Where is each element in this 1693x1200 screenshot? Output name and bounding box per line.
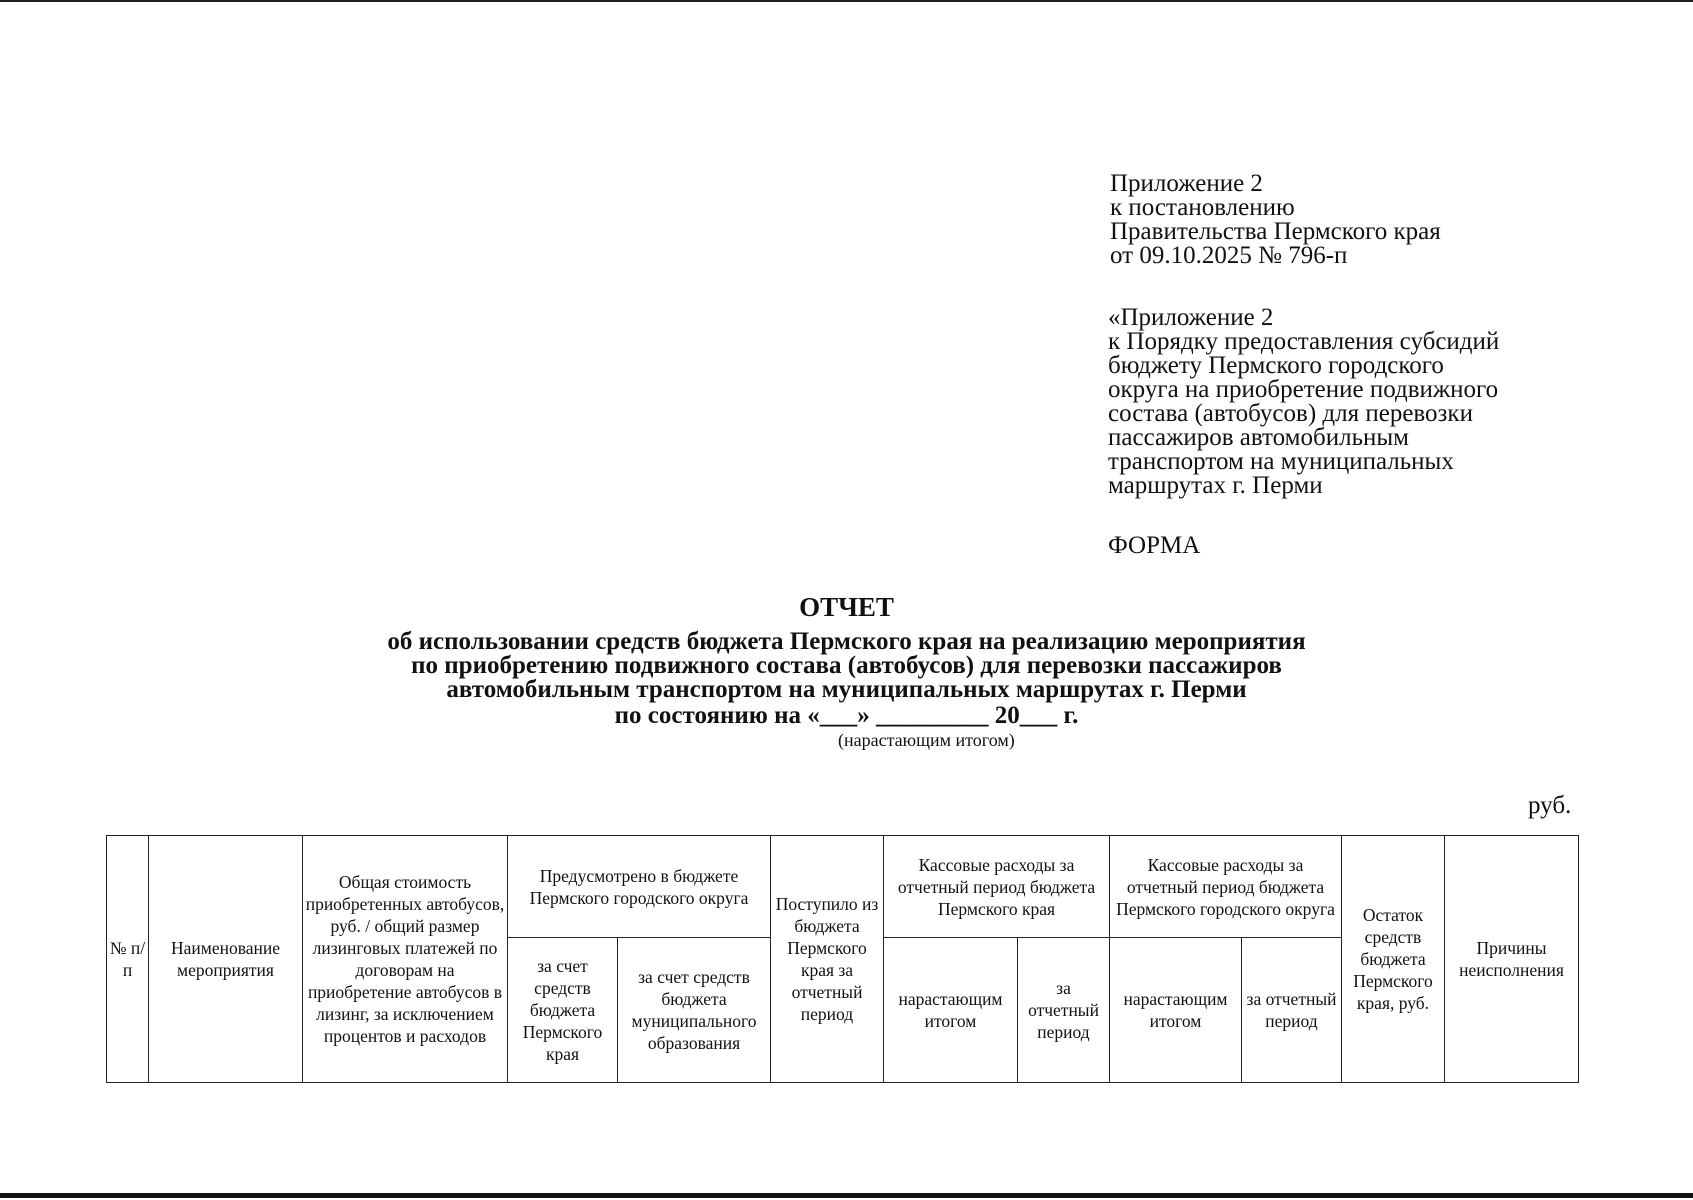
form-label: ФОРМА [1108, 532, 1201, 559]
appendix-line: Правительства Пермского края [1110, 218, 1441, 245]
subtitle-line: автомобильным транспортом на муниципальных маршрутах г. Перми [446, 676, 1247, 703]
report-table [106, 835, 1579, 1083]
appendix-line: к постановлению [1110, 194, 1295, 221]
header-budget-municipal: за счет средств бюджета муниципального образования [618, 938, 771, 1083]
appendix-order-line: «Приложение 2 [1108, 304, 1274, 331]
appendix-order-line: транспортом на муниципальных [1108, 448, 1454, 475]
currency-label: руб. [1528, 792, 1572, 819]
document-subtitle [0, 630, 1693, 702]
appendix-order-line: к Порядку предоставления субсидий [1108, 328, 1500, 355]
header-name: Наименование мероприятия [149, 836, 303, 1083]
header-received: Поступило из бюджета Пермского края за отчетный период [771, 836, 884, 1083]
appendix-header [1110, 172, 1441, 268]
report-date-line: по состоянию на «___» _________ 20___ г. [614, 702, 1079, 729]
header-total-cost: Общая стоимость приобретенных автобусов, руб. / общий размер лизинговых платежей по договорам на приобретение автобусов в лизинг, за исключением процентов и расходов [303, 836, 508, 1083]
appendix-line: от 09.10.2025 № 796-п [1110, 242, 1348, 269]
report-date-note: (нарастающим итогом) [838, 730, 1015, 750]
header-cash-region-group: Кассовые расходы за отчетный период бюджета Пермского края [884, 836, 1110, 938]
header-cash-city-cumulative: нарастающим итогом [1110, 938, 1242, 1083]
header-budget-region: за счет средств бюджета Пермского края [508, 938, 618, 1083]
appendix-order-line: бюджету Пермского городского [1108, 352, 1444, 379]
appendix-line: Приложение 2 [1110, 170, 1263, 197]
header-balance: Остаток средств бюджета Пермского края, руб. [1342, 836, 1445, 1083]
header-cash-city-period: за отчетный период [1242, 938, 1342, 1083]
bottom-border-line [0, 1193, 1693, 1198]
document-title: ОТЧЕТ [799, 592, 894, 622]
header-reasons: Причины неисполнения [1445, 836, 1579, 1083]
appendix-order-line: состава (автобусов) для перевозки [1108, 400, 1473, 427]
subtitle-line: по приобретению подвижного состава (автобусов) для перевозки пассажиров [411, 652, 1282, 679]
appendix-order-line: маршрутах г. Перми [1108, 472, 1323, 499]
appendix-order-line: пассажиров автомобильным [1108, 424, 1409, 451]
appendix-order-line: округа на приобретение подвижного [1108, 376, 1499, 403]
appendix-order-header [1108, 306, 1499, 498]
header-cash-region-cumulative: нарастающим итогом [884, 938, 1018, 1083]
header-cash-region-period: за отчетный период [1018, 938, 1110, 1083]
header-budget-group: Предусмотрено в бюджете Пермского городского округа [508, 836, 771, 938]
subtitle-line: об использовании средств бюджета Пермского края на реализацию мероприятия [387, 628, 1306, 655]
header-cash-city-group: Кассовые расходы за отчетный период бюджета Пермского городского округа [1110, 836, 1342, 938]
header-number: № п/п [107, 836, 149, 1083]
top-border-line [0, 0, 1693, 2]
